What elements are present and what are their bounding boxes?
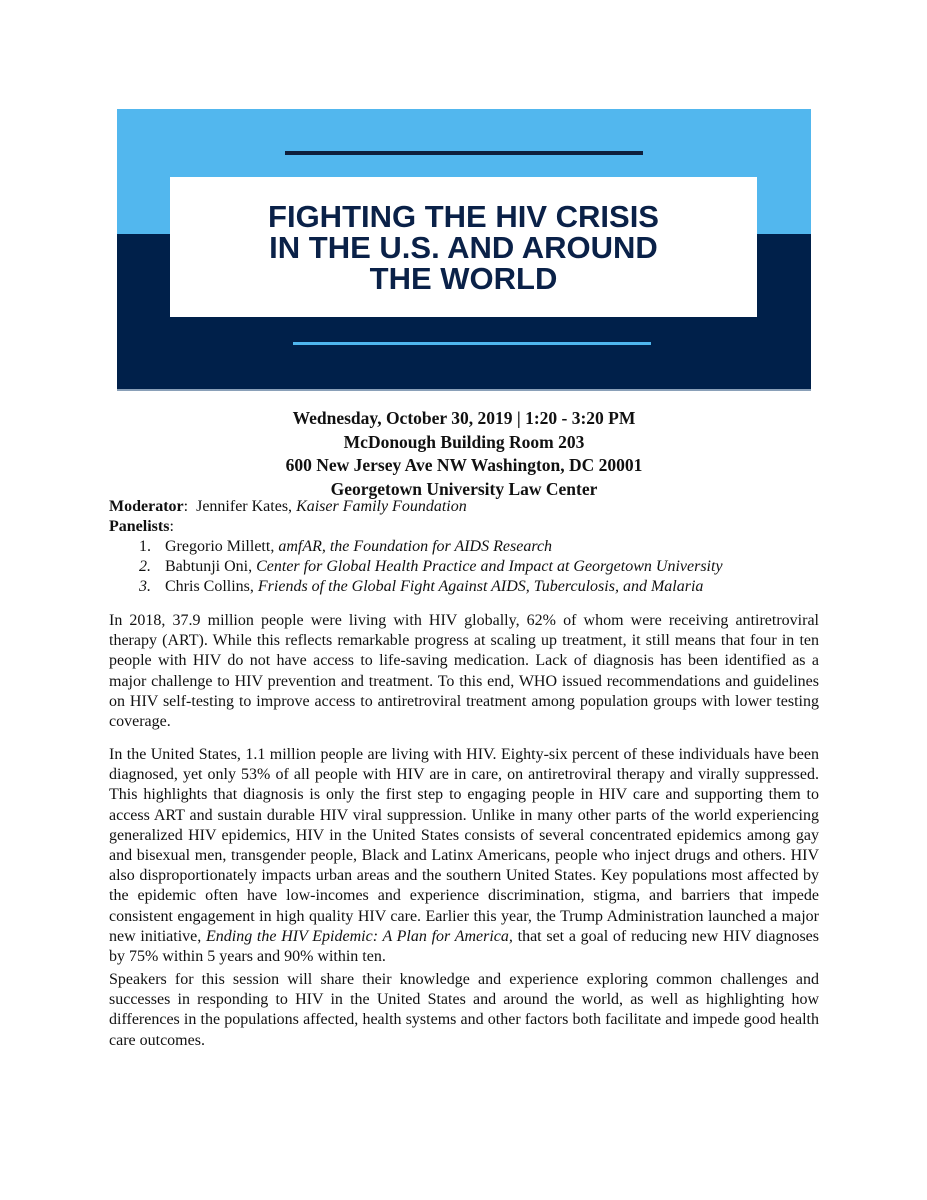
paragraph-speakers: Speakers for this session will share their knowledge and experience exploring common challenges and successes in responding to HIV in the United States and around the world, as well as highlighting how differences in the populations affected, health systems and other factors both facilitate and impede good health care outcomes. (109, 971, 819, 1049)
panelist-item (109, 537, 829, 557)
panelist-org: Center for Global Health Practice and Impact at Georgetown University (256, 558, 723, 575)
panelist-number: 2. (139, 558, 151, 575)
moderator-label: Moderator (109, 498, 184, 515)
panelist-item (109, 577, 829, 597)
banner-bottom-rule (293, 342, 651, 345)
event-venue: Georgetown University Law Center (330, 478, 598, 499)
banner-title-card (170, 177, 757, 317)
paragraph-us-text-end: that set a goal of reducing new HIV diagnoses by 75% within 5 years and 90% within ten. (109, 927, 820, 966)
event-date-time: Wednesday, October 30, 2019 | 1:20 - 3:20 PM (292, 408, 636, 428)
panelist-number: 3. (139, 578, 151, 595)
paragraph-global: In 2018, 37.9 million people were living with HIV globally, 62% of whom were receiving antiretroviral therapy (ART). While this reflects remarkable progress at scaling up treatment, it still means that four in ten people with HIV do not have access to life-saving medication. Lack of diagnosis has been identified as a major challenge to HIV prevention and treatment. To this end, WHO issued recommendations and guidelines on HIV self-testing to improve access to antiretroviral treatment among population groups with lower testing coverage. (109, 612, 819, 731)
panelists-heading: Panelists: (109, 518, 174, 535)
panelists-list (109, 537, 829, 597)
banner-underline (117, 389, 811, 391)
event-info (117, 407, 811, 501)
banner-title-line-3: THE WORLD (369, 260, 558, 296)
event-banner (117, 109, 811, 391)
panelist-name: Chris Collins, (165, 578, 254, 595)
banner-title-line-2: IN THE U.S. AND AROUND (269, 229, 658, 265)
banner-top-rule (285, 151, 643, 155)
speakers-section (109, 497, 829, 597)
moderator-name: Jennifer Kates, (196, 498, 293, 515)
banner-title (268, 198, 659, 296)
panelist-name: Gregorio Millett, (165, 538, 279, 555)
paragraph-united-states (109, 745, 819, 967)
initiative-title: Ending the HIV Epidemic: A Plan for America, (205, 927, 513, 945)
panelist-org: amfAR, the Foundation for AIDS Research (278, 538, 553, 555)
moderator-org: Kaiser Family Foundation (296, 498, 467, 515)
event-address: 600 New Jersey Ave NW Washington, DC 20001 (285, 455, 643, 475)
panelist-item (109, 557, 829, 577)
event-room: McDonough Building Room 203 (343, 431, 585, 452)
panelist-org: Friends of the Global Fight Against AIDS, Tuberculosis, and Malaria (257, 578, 704, 595)
moderator-row: Moderator: Jennifer Kates, Kaiser Family Foundation (109, 498, 467, 515)
panelist-number: 1. (139, 538, 151, 555)
panelist-name: Babtunji Oni, (165, 558, 253, 575)
paragraph-us-text: In the United States, 1.1 million people are living with HIV. Eighty-six percent of these individuals have been diagnosed, yet only 53% of all people with HIV are in care, on antiretroviral therapy and virally suppressed. This highlights that diagnosis is only the first step to engaging people in HIV care and supporting them to access ART and sustain durable HIV viral suppression. Unlike in many other parts of the world experiencing generalized HIV epidemics, HIV in the United States consists of several concentrated epidemics among gay and bisexual men, transgender people, Black and Latinx Americans, people who inject drugs and others. HIV also disproportionately impacts urban areas and the southern United States. Key populations most affected by the epidemic often have low-incomes and experience discrimination, stigma, and barriers that impede consistent engagement in high quality HIV care. Earlier this year, the Trump Administration launched a major new initiative, (109, 746, 819, 945)
panelists-label: Panelists (109, 518, 170, 535)
banner-title-line-1: FIGHTING THE HIV CRISIS (268, 198, 659, 234)
